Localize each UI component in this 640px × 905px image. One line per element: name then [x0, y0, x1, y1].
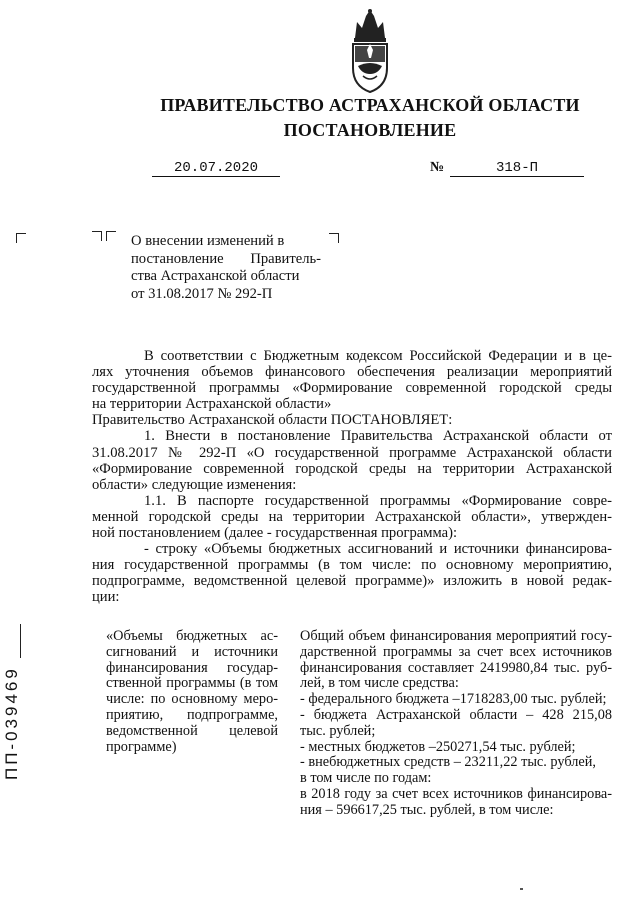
table-right-line: в 2018 году за счет всех источников финансирова-	[300, 785, 612, 802]
body-line: лях уточнения объемов финансового обеспечения реализации мероприятий	[92, 364, 612, 381]
document-type: ПОСТАНОВЛЕНИЕ	[283, 120, 457, 140]
government-name: ПРАВИТЕЛЬСТВО АСТРАХАНСКОЙ ОБЛАСТИ	[160, 95, 580, 115]
body-line: «Формирование современной городской среды на территории Астраханской	[92, 460, 612, 477]
corner-mark-subject-start-b	[106, 231, 116, 241]
table-right-line: - местных бюджетов –250271,54 тыс. рублей;	[300, 738, 576, 755]
body-line: ния государственной программы (в том числе: по основному мероприятию,	[92, 557, 612, 574]
table-right-line: - внебюджетных средств – 23211,22 тыс. рублей,	[300, 754, 596, 771]
table-left-line: финансирования государ-	[106, 659, 278, 676]
table-right-column	[300, 629, 612, 819]
body-line: Правительство Астраханской области ПОСТАНОВЛЯЕТ:	[92, 412, 453, 429]
table-left-line: приятию, подпрограмме,	[106, 706, 278, 723]
document-number: 318-П	[450, 160, 584, 177]
corner-mark-left	[16, 233, 26, 243]
body-line: менной городской среды на территории Астраханской области», утвержден-	[92, 508, 612, 525]
coat-of-arms-emblem	[345, 8, 395, 96]
corner-mark-subject-end	[329, 233, 339, 243]
table-right-line: в том числе по годам:	[300, 770, 432, 787]
body-line: - строку «Объемы бюджетных ассигнований и источники финансирова-	[144, 541, 612, 558]
subject-line: постановление Правитель-	[131, 250, 321, 267]
body-line: области» следующие изменения:	[92, 476, 297, 493]
table-left-line: числе: по основному меро-	[106, 691, 278, 708]
table-right-line: лей, в том числе средства:	[300, 675, 459, 692]
body-line: 1. Внести в постановление Правительства Астраханской области от	[144, 428, 612, 445]
document-date: 20.07.2020	[152, 160, 280, 177]
body-line: на территории Астраханской области»	[92, 396, 332, 413]
table-right-line: финансирования составляет 2419980,84 тыс. руб-	[300, 659, 612, 676]
body-line: В соответствии с Бюджетным кодексом Российской Федерации и в це-	[144, 348, 612, 364]
table-left-line: программе)	[106, 738, 177, 755]
body-line: ции:	[92, 589, 120, 606]
body-line: подпрограмме, ведомственной целевой программе)» изложить в новой редак-	[92, 573, 612, 590]
table-left-line: «Объемы бюджетных ас-	[106, 628, 278, 644]
subject-line: О внесении изменений в	[131, 233, 285, 249]
table-right-line: Общий объем финансирования мероприятий госу-	[300, 628, 612, 644]
table-left-line: сигнований и источники	[106, 643, 278, 660]
table-right-line: - федерального бюджета –1718283,00 тыс. рублей;	[300, 691, 607, 708]
table-left-column	[106, 629, 278, 755]
body-line: 31.08.2017 № 292-П «О государственной программе Астраханской области	[92, 444, 612, 461]
scan-speck	[520, 888, 523, 890]
body-text	[92, 348, 612, 606]
table-left-line: ведомственной целевой	[106, 722, 278, 739]
subject-line: от 31.08.2017 № 292-П	[131, 285, 273, 302]
margin-mark	[20, 624, 21, 658]
table-left-line: ственной программы (в том	[106, 675, 278, 692]
body-line: государственной программы «Формирование современной городской среды	[92, 380, 612, 397]
serial-number-stamp: ПП-039469	[2, 666, 21, 780]
table-right-line: ния – 596617,25 тыс. рублей, в том числе:	[300, 801, 554, 818]
table-right-line: дарственной программы за счет всех источников	[300, 643, 612, 660]
number-label: №	[430, 160, 445, 175]
body-line: ной постановлением (далее - государственная программа):	[92, 525, 458, 542]
subject-block	[131, 233, 321, 303]
table-right-line: - бюджета Астраханской области – 428 215,08	[300, 706, 612, 723]
table-right-line: тыс. рублей;	[300, 722, 376, 739]
subject-line: ства Астраханской области	[131, 268, 300, 285]
corner-mark-subject-start	[92, 231, 102, 241]
body-line: 1.1. В паспорте государственной программы «Формирование совре-	[144, 492, 612, 509]
